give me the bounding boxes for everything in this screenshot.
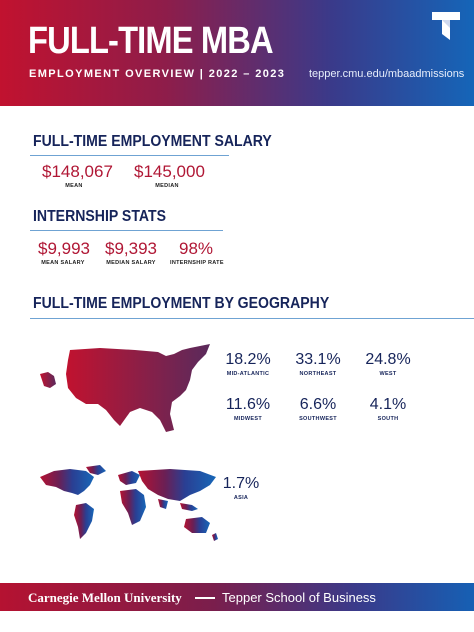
salary-section-title: FULL-TIME EMPLOYMENT SALARY: [33, 133, 272, 150]
salary-mean-label: MEAN: [65, 183, 83, 189]
internship-mean-stat: [38, 240, 88, 266]
internship-divider: [30, 230, 223, 231]
us-map-icon: [40, 344, 216, 434]
geo-mid-atlantic: [218, 352, 278, 377]
internship-rate-stat: [170, 240, 222, 266]
geo-southwest-value: 6.6%: [299, 396, 337, 413]
internship-median-value: $9,393: [105, 239, 157, 258]
salary-mean-stat: [42, 162, 113, 189]
internship-mean-label: MEAN SALARY: [41, 260, 85, 266]
geo-south: [358, 397, 418, 422]
geo-southwest: [288, 397, 348, 422]
salary-median-label: MEDIAN: [155, 183, 179, 189]
salary-mean-value: $148,067: [42, 162, 113, 181]
tepper-logo-icon: [432, 12, 460, 40]
salary-median-stat: [134, 162, 205, 189]
internship-rate-label: INTERNSHIP RATE: [170, 260, 224, 266]
geo-south-value: 4.1%: [369, 396, 407, 413]
page-title: FULL-TIME MBA: [28, 20, 273, 62]
geo-southwest-label: SOUTHWEST: [299, 416, 337, 422]
footer-separator: [195, 597, 215, 599]
salary-median-value: $145,000: [134, 162, 205, 181]
school-name: Tepper School of Business: [222, 590, 376, 605]
header-banner: [0, 0, 474, 106]
university-name: Carnegie Mellon University: [28, 590, 182, 605]
geo-asia-label: ASIA: [233, 495, 249, 501]
geo-south-label: SOUTH: [377, 416, 399, 422]
geography-section-title: FULL-TIME EMPLOYMENT BY GEOGRAPHY: [33, 295, 330, 312]
geography-divider: [30, 318, 474, 319]
geo-west: [358, 352, 418, 377]
world-map-icon: [40, 465, 220, 550]
page-subtitle: EMPLOYMENT OVERVIEW | 2022 – 2023: [29, 68, 286, 80]
footer-banner: [0, 583, 474, 611]
internship-rate-value: 98%: [178, 239, 214, 258]
geo-mid-atlantic-value: 18.2%: [225, 351, 271, 368]
geo-west-value: 24.8%: [365, 351, 411, 368]
geo-midwest: [218, 397, 278, 422]
geo-mid-atlantic-label: MID-ATLANTIC: [226, 371, 270, 377]
salary-divider: [30, 155, 229, 156]
geo-northeast-value: 33.1%: [295, 351, 341, 368]
geo-west-label: WEST: [379, 371, 397, 377]
internship-median-label: MEDIAN SALARY: [106, 260, 156, 266]
internship-section-title: INTERNSHIP STATS: [33, 208, 166, 225]
geo-asia: [211, 476, 271, 501]
geo-midwest-label: MIDWEST: [233, 416, 263, 422]
geo-midwest-value: 11.6%: [225, 396, 271, 413]
geo-northeast-label: NORTHEAST: [299, 371, 337, 377]
internship-median-stat: [104, 240, 158, 266]
geo-northeast: [288, 352, 348, 377]
admissions-url[interactable]: tepper.cmu.edu/mbaadmissions: [309, 68, 465, 80]
internship-mean-value: $9,993: [38, 239, 90, 258]
geo-asia-value: 1.7%: [222, 475, 260, 492]
